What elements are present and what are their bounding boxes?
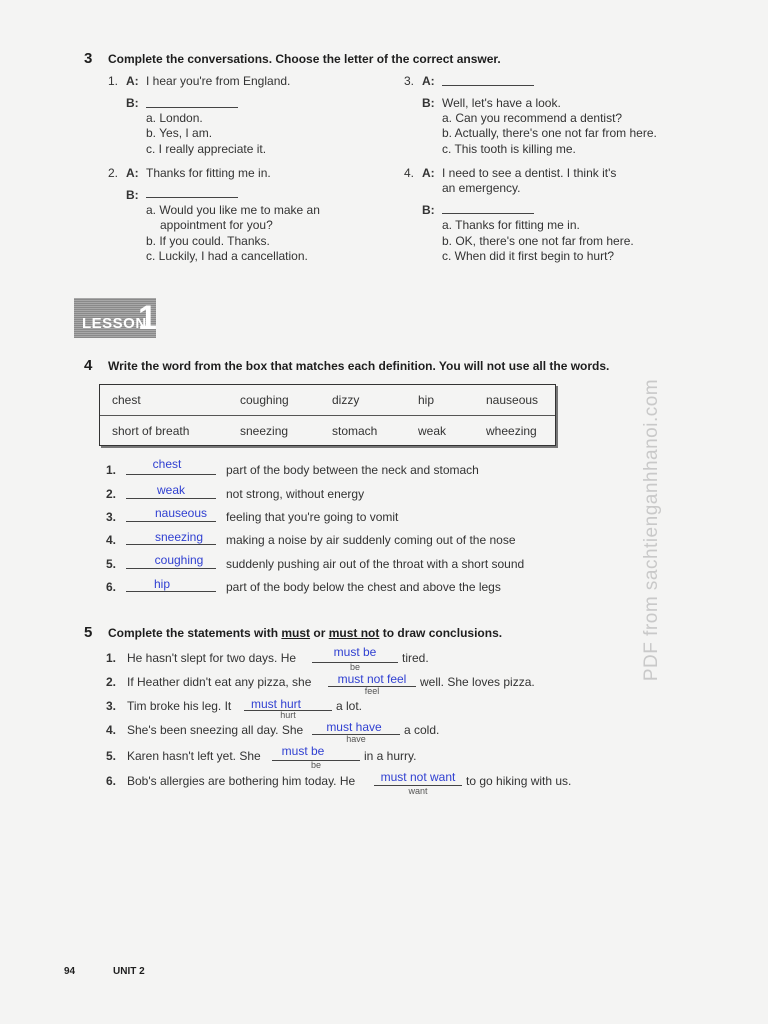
- q4-option-c: c. When did it first begin to hurt?: [442, 249, 615, 263]
- q1-option-a: a. London.: [146, 111, 203, 125]
- q4-answer-blank[interactable]: [442, 202, 534, 214]
- statement-after: in a hurry.: [364, 749, 417, 763]
- lesson-number: 1: [138, 299, 157, 337]
- section-4-number: 4: [84, 357, 93, 374]
- word-box-item: short of breath: [112, 424, 190, 438]
- word-box-item: coughing: [240, 393, 289, 407]
- q4-a-label: A:: [422, 166, 435, 180]
- statement-before: Karen hasn't left yet. She: [127, 749, 261, 763]
- statement-answer: must not feel: [337, 672, 407, 686]
- word-box-item: wheezing: [486, 424, 537, 438]
- word-box-item: stomach: [332, 424, 378, 438]
- q1-a-text: I hear you're from England.: [146, 74, 291, 88]
- statement-before: Tim broke his leg. It: [127, 699, 232, 713]
- word-box-item: sneezing: [240, 424, 289, 438]
- q1-number: 1.: [108, 74, 119, 88]
- q3-b-text: Well, let's have a look.: [442, 96, 561, 110]
- def-answer: weak: [156, 483, 185, 497]
- q3-b-label: B:: [422, 96, 435, 110]
- statement-number: 1.: [106, 651, 117, 665]
- def-text: feeling that you're going to vomit: [226, 510, 399, 524]
- q3-answer-blank[interactable]: [442, 74, 534, 86]
- q2-option-c: c. Luckily, I had a cancellation.: [146, 249, 308, 263]
- lesson-label: LESSON: [82, 315, 147, 332]
- q4-option-b: b. OK, there's one not far from here.: [442, 234, 634, 248]
- def-answer: sneezing: [154, 530, 204, 544]
- def-text: part of the body between the neck and stomach: [226, 463, 479, 477]
- statement-answer: must have: [326, 720, 382, 734]
- q3-option-b: b. Actually, there's one not far from here.: [442, 126, 657, 140]
- q2-option-a: a. Would you like me to make an: [146, 203, 320, 217]
- q1-a-label: A:: [126, 74, 139, 88]
- def-answer: coughing: [154, 553, 204, 567]
- def-answer: chest: [152, 457, 182, 471]
- q3-option-c: c. This tooth is killing me.: [442, 142, 576, 156]
- q1-option-b: b. Yes, I am.: [146, 126, 213, 140]
- statement-hint: want: [408, 786, 428, 796]
- q2-answer-blank[interactable]: [146, 186, 238, 198]
- def-text: not strong, without energy: [226, 487, 365, 501]
- word-box: [99, 384, 556, 446]
- q2-option-a-cont: appointment for you?: [160, 218, 273, 232]
- def-number: 2.: [106, 487, 117, 501]
- statement-answer: must hurt: [250, 697, 301, 711]
- statement-answer: must be: [281, 744, 325, 758]
- statement-before: He hasn't slept for two days. He: [127, 651, 297, 665]
- statement-after: a lot.: [336, 699, 363, 713]
- watermark-text: PDF from sachtienganhhanoi.com: [641, 378, 662, 682]
- word-box-item: chest: [112, 393, 141, 407]
- q4-option-a: a. Thanks for fitting me in.: [442, 218, 580, 232]
- statement-hint: feel: [364, 686, 380, 696]
- q3-option-a: a. Can you recommend a dentist?: [442, 111, 623, 125]
- q1-b-label: B:: [126, 96, 139, 110]
- def-number: 1.: [106, 463, 117, 477]
- def-number: 5.: [106, 557, 117, 571]
- statement-hint: have: [346, 734, 366, 744]
- q2-number: 2.: [108, 166, 119, 180]
- statement-before: If Heather didn't eat any pizza, she: [127, 675, 312, 689]
- statement-after: tired.: [402, 651, 429, 665]
- def-text: part of the body below the chest and above the legs: [226, 580, 501, 594]
- statement-after: a cold.: [404, 723, 440, 737]
- section-3-heading: Complete the conversations. Choose the letter of the correct answer.: [108, 52, 501, 66]
- statement-hint: be: [310, 760, 321, 770]
- statement-after: to go hiking with us.: [466, 774, 572, 788]
- section-3-number: 3: [84, 50, 93, 67]
- word-box-item: weak: [418, 424, 447, 438]
- section-4-heading: Write the word from the box that matches each definition. You will not use all the words.: [108, 359, 610, 373]
- statement-number: 3.: [106, 699, 117, 713]
- def-number: 6.: [106, 580, 117, 594]
- q1-answer-blank[interactable]: [146, 96, 238, 108]
- section-5-number: 5: [84, 624, 93, 641]
- word-box-item: hip: [418, 393, 435, 407]
- q4-number: 4.: [404, 166, 415, 180]
- statement-number: 6.: [106, 774, 117, 788]
- statement-answer: must be: [333, 645, 377, 659]
- q4-a-text-line2: an emergency.: [442, 181, 521, 195]
- section-5-heading: Complete the statements with must or must not to draw conclusions.: [108, 626, 503, 640]
- statement-before: Bob's allergies are bothering him today. He: [127, 774, 356, 788]
- word-box-item: dizzy: [332, 393, 360, 407]
- q3-number: 3.: [404, 74, 415, 88]
- def-number: 3.: [106, 510, 117, 524]
- statement-number: 2.: [106, 675, 117, 689]
- page-number: 94: [64, 966, 76, 977]
- statement-after: well. She loves pizza.: [420, 675, 535, 689]
- q2-b-label: B:: [126, 188, 139, 202]
- def-text: making a noise by air suddenly coming out of the nose: [226, 533, 516, 547]
- word-box-divider: [100, 415, 555, 416]
- q3-a-label: A:: [422, 74, 435, 88]
- q2-a-text: Thanks for fitting me in.: [146, 166, 271, 180]
- statement-before: She's been sneezing all day. She: [127, 723, 304, 737]
- q4-a-text-line1: I need to see a dentist. I think it's: [442, 166, 617, 180]
- q2-option-b: b. If you could. Thanks.: [146, 234, 270, 248]
- statement-hint: hurt: [280, 710, 296, 720]
- def-number: 4.: [106, 533, 117, 547]
- word-box-item: nauseous: [486, 393, 539, 407]
- q2-a-label: A:: [126, 166, 139, 180]
- def-answer: hip: [153, 577, 170, 591]
- statement-number: 5.: [106, 749, 117, 763]
- q1-option-c: c. I really appreciate it.: [146, 142, 267, 156]
- def-answer: nauseous: [154, 506, 208, 520]
- q4-b-label: B:: [422, 203, 435, 217]
- statement-answer: must not want: [380, 770, 456, 784]
- def-text: suddenly pushing air out of the throat with a short sound: [226, 557, 525, 571]
- unit-label: UNIT 2: [113, 966, 145, 977]
- statement-number: 4.: [106, 723, 117, 737]
- statement-hint: be: [349, 662, 360, 672]
